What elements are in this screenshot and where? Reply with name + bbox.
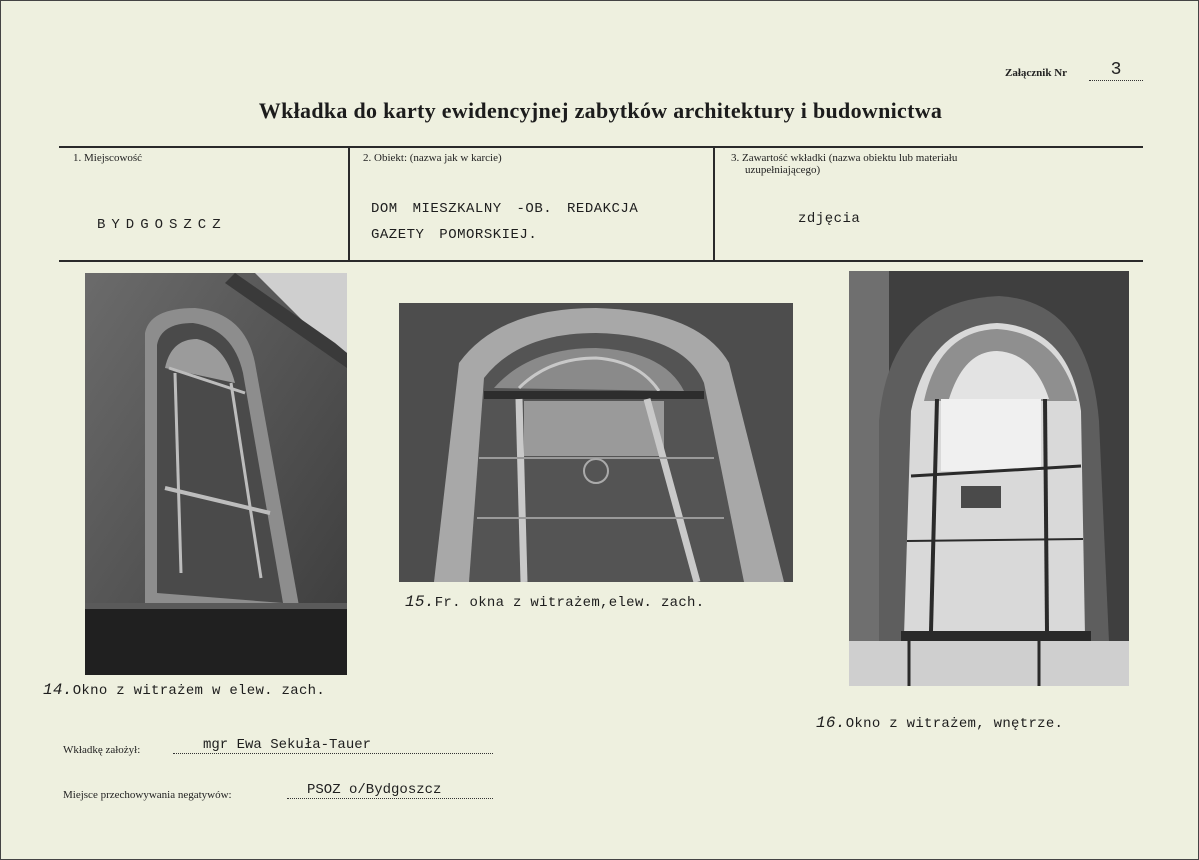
caption-15-number: 15. <box>405 593 435 611</box>
object-value-line2: GAZETY POMORSKIEJ. <box>371 227 538 243</box>
form-divider-1 <box>348 146 350 260</box>
founded-by-value: mgr Ewa Sekuła-Tauer <box>173 736 493 754</box>
caption-photo-14 <box>43 681 325 699</box>
object-label: 2. Obiekt: (nazwa jak w karcie) <box>363 152 502 164</box>
attachment-label: Załącznik Nr <box>1005 67 1068 79</box>
caption-photo-15 <box>405 593 704 611</box>
place-label: 1. Miejscowość <box>73 152 143 164</box>
photo-15-window-fragment <box>399 303 793 582</box>
caption-14-text: Okno z witrażem w elew. zach. <box>72 683 326 699</box>
document-title: Wkładka do karty ewidencyjnej zabytków architektury i budownictwa <box>258 98 943 123</box>
place-value: BYDGOSZCZ <box>97 217 227 233</box>
caption-16-text: Okno z witrażem, wnętrze. <box>845 716 1064 732</box>
attachment-number: 3 <box>1089 60 1143 81</box>
negatives-label: Miejsce przechowywania negatywów: <box>63 789 232 801</box>
form-bottom-rule <box>59 260 1143 262</box>
contents-label-line1: 3. Zawartość wkładki (nazwa obiektu lub materiału <box>731 152 958 164</box>
founded-by-label: Wkładkę założył: <box>63 744 141 756</box>
negatives-value: PSOZ o/Bydgoszcz <box>287 781 493 799</box>
photo-16-window-interior <box>849 271 1129 686</box>
object-value-line1: DOM MIESZKALNY -OB. REDAKCJA <box>371 201 639 217</box>
form-top-rule <box>59 146 1143 148</box>
caption-15-text: Fr. okna z witrażem,elew. zach. <box>434 595 705 611</box>
form-divider-2 <box>713 146 715 260</box>
caption-14-number: 14. <box>43 681 73 699</box>
photo-14-window-exterior <box>85 273 347 675</box>
caption-16-number: 16. <box>816 714 846 732</box>
caption-photo-16 <box>816 714 1063 732</box>
contents-label-line2: uzupełniającego) <box>745 164 821 176</box>
contents-value: zdjęcia <box>798 211 861 227</box>
